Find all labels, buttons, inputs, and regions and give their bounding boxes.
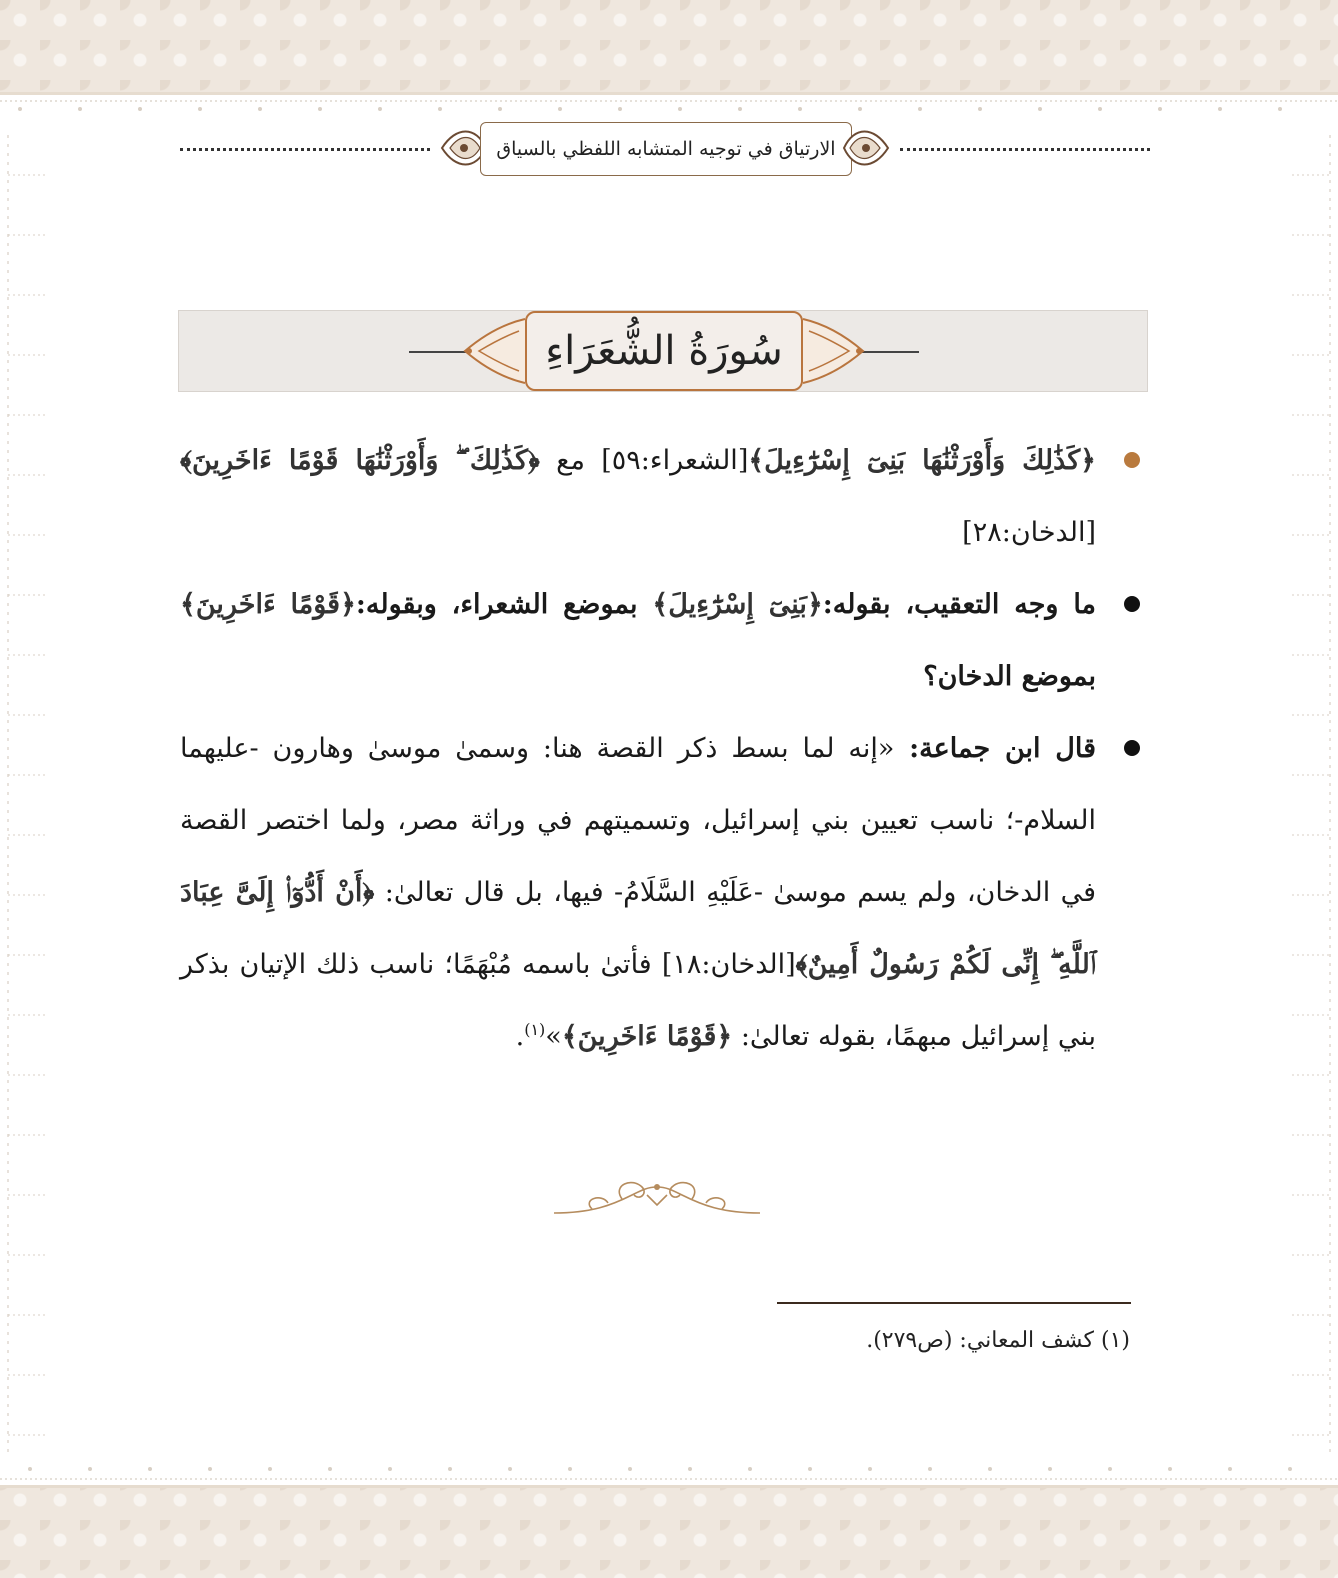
quote-text: «إنه لما بسط ذكر القصة هنا: وسمىٰ موسىٰ وهارون -عليهما السلام-؛ ناسب تعيين بني إسرائيل، وتسميتهم في وراثة مصر، ولما اختصر القصة في الدخان، ولم يسم موسىٰ -عَلَيْهِ السَّلَامُ- فيها، بل قال تعالىٰ:	[180, 733, 1096, 908]
footnote-reference[interactable]: (١)	[524, 1020, 546, 1039]
question-text: بموضع الدخان؟	[923, 661, 1096, 692]
surah-banner	[178, 310, 1148, 392]
header-ornament-right-icon	[842, 120, 894, 176]
connector-text: مع	[539, 445, 602, 476]
verse-reference: [الدخان:٢٨]	[962, 517, 1096, 548]
quran-verse: ﴿قَوْمًا ءَاخَرِينَ﴾	[561, 1021, 733, 1052]
quote-text: فأتىٰ باسمه مُبْهَمًا؛ ناسب ذلك الإتيان بذكر بني إسرائيل مبهمًا، بقوله تعالىٰ:	[180, 949, 1096, 1052]
surah-title: سُورَةُ الشُّعَرَاءِ	[545, 328, 783, 374]
quran-verse: ﴿كَذَٰلِكَ وَأَوْرَثْنَٰهَا بَنِىٓ إِسْرَٰٓءِيلَ﴾	[748, 445, 1096, 476]
verse-reference: [الدخان:١٨]	[661, 949, 796, 980]
decorative-border-bottom	[0, 1455, 1338, 1485]
surah-cartouche	[525, 311, 803, 391]
body-text	[180, 425, 1148, 1073]
quran-verse: ﴿كَذَٰلِكَ ۖ وَأَوْرَثْنَٰهَا قَوْمًا ءَاخَرِينَ﴾	[180, 445, 540, 476]
decorative-border-right	[1288, 135, 1338, 1455]
question-text: ما وجه التعقيب، بقوله:	[822, 589, 1097, 620]
paragraph-3	[180, 713, 1148, 1073]
running-title: الارتياق في توجيه المتشابه اللفظي بالسياق	[496, 138, 836, 160]
quote-author: قال ابن جماعة:	[894, 733, 1096, 764]
header-frame	[480, 122, 852, 176]
decorative-border-left	[0, 135, 50, 1455]
quote-close: »	[545, 1021, 562, 1052]
footnote: (١) كشف المعاني: (ص٢٧٩).	[866, 1328, 1130, 1353]
section-divider-ornament-icon	[552, 1165, 762, 1225]
header-dotted-rule-right	[900, 148, 1150, 151]
quran-verse: ﴿بَنِىٓ إِسْرَٰٓءِيلَ﴾	[652, 589, 823, 620]
verse-reference: [الشعراء:٥٩]	[601, 445, 749, 476]
paragraph-1	[180, 425, 1148, 569]
bullet-icon	[1124, 596, 1140, 612]
question-text: بموضع الشعراء، وبقوله:	[355, 589, 653, 620]
banner-ornament-right-icon	[799, 315, 869, 387]
banner-ornament-left-icon	[459, 315, 529, 387]
running-header	[180, 120, 1150, 180]
bullet-icon	[1124, 740, 1140, 756]
quran-verse: ﴿أَنْ أَدُّوٓا۟ إِلَىَّ عِبَادَ ٱللَّهِ ۖ إِنِّى لَكُمْ رَسُولٌ أَمِينٌ﴾	[180, 877, 1096, 980]
header-dotted-rule-left	[180, 148, 430, 151]
quran-verse: ﴿قَوْمًا ءَاخَرِينَ﴾	[180, 589, 356, 620]
footnote-separator	[777, 1302, 1131, 1304]
paragraph-2	[180, 569, 1148, 713]
bullet-accent-icon	[1124, 452, 1140, 468]
sentence-end: .	[515, 1021, 525, 1052]
